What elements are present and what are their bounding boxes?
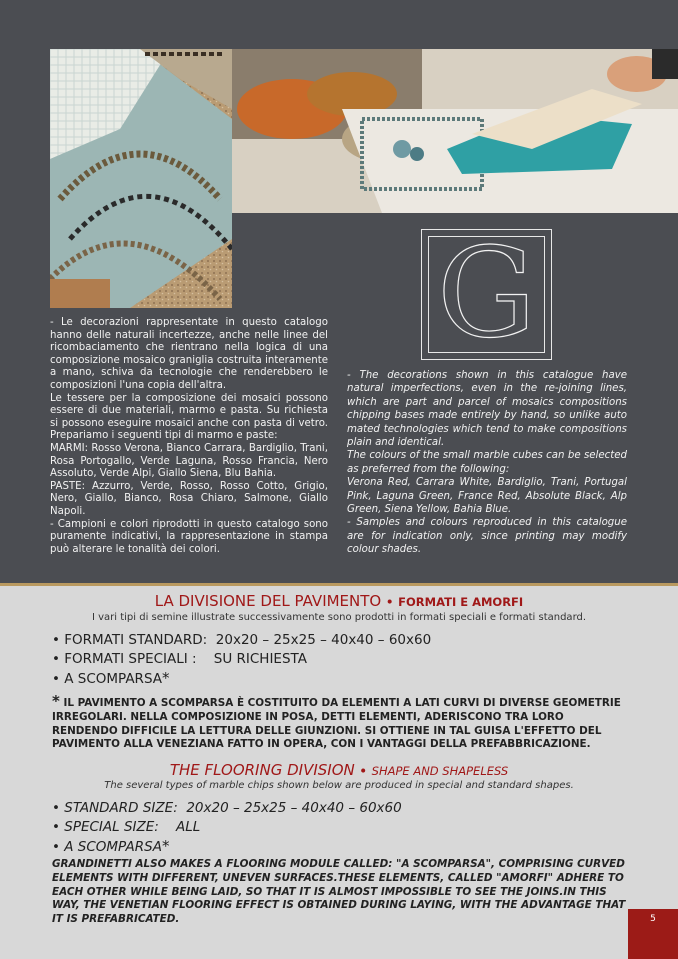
italian-paragraph: - Campioni e colori riprodotti in questo catalogo sono puramente indicativi, la rappresentazione in stampa può alterare le tonalità dei colori. [50,518,328,555]
english-format-scomparsa [52,837,402,857]
italian-format-scomparsa [52,669,431,689]
italian-description [50,317,328,556]
italian-section-title [0,592,678,610]
english-paragraph: Verona Red, Carrara White, Bardiglio, Trani, Portugal Pink, Laguna Green, France Red, Absolute Black, Alp Green, Siena Yellow, Bahia Blue. [347,477,627,516]
decorative-initial-letter: G [436,222,537,366]
english-section-title [0,761,678,779]
english-title-separator: • [359,764,367,778]
italian-title-subtitle: FORMATI E AMORFI [398,595,524,609]
english-scomparsa-label: • A SCOMPARSA [52,839,162,855]
italian-section-intro: I vari tipi di semine illustrate successivamente sono prodotti in formati speciali e formati standard. [91,612,587,623]
italian-format-standard: • FORMATI STANDARD: 20x20 – 25x25 – 40x40 – 60x60 [52,632,432,648]
decorative-initial-frame [421,222,552,366]
mosaic-samples-photo [50,49,232,308]
english-scomparsa-note: GRANDINETTI ALSO MAKES A FLOORING MODULE CALLED: "A SCOMPARSA", COMPRISING CURVED ELEMENTS WITH DIFFERENT, UNEVEN SURFACES.THESE ELEMENTS, CALLED "AMORFI" ADHERE TO EACH OTHER WHILE BEING LAID, SO THAT IT IS ALMOST IMPOSSIBLE TO SEE THE JOINS.IN THIS WAY, THE VENETIAN FLOORING EFFECT IS OBTAINED DURING LAYING, WITH THE ADVANTAGE THAT IT IS PREFABRICATED. [52,858,626,926]
english-description [347,369,627,557]
english-scomparsa-asterisk: * [161,837,170,855]
english-title-main: THE FLOORING DIVISION [169,761,355,779]
italian-note-text: IL PAVIMENTO A SCOMPARSA È COSTITUITO DA ELEMENTI A LATI CURVI DI DIVERSE GEOMETRIE IRREGOLARI. NELLA COMPOSIZIONE IN POSA, DETTI ELEMENTI, ADERISCONO TRA LORO RENDENDO DIFFICILE LA LETTURA DELLE GIUNZIONI. SI OTTIENE IN TAL GUISA L'EFFETTO DEL PAVIMENTO ALLA VENEZIANA FATTO IN OPERA, CON I VANTAGGI DELLA PREFABBRICAZIONE. [52,697,621,751]
italian-paragraph: MARMI: Rosso Verona, Bianco Carrara, Bardiglio, Trani, Rosa Portogallo, Verde Laguna, Rosso Francia, Nero Assoluto, Verde Alpi, Giallo Siena, Blu Bahia. [50,442,328,480]
italian-note-asterisk: * [52,692,60,710]
english-paragraph: The colours of the small marble cubes can be selected as preferred from the following: [347,450,627,475]
italian-scomparsa-label: • A SCOMPARSA [52,671,162,687]
english-paragraph: - The decorations shown in this catalogue have natural imperfections, even in the re-joining lines, which are part and parcel of mosaics compositions chipping bases made entirely by hand, so unlike auto mated technologies which tend to make compositions plain and identical. [347,370,627,449]
english-format-standard: • STANDARD SIZE: 20x20 – 25x25 – 40x40 – 60x60 [52,800,402,816]
italian-scomparsa-note [52,692,628,752]
italian-scomparsa-asterisk: * [162,669,170,687]
italian-paragraph: PASTE: Azzurro, Verde, Rosso, Rosso Cotto, Grigio, Nero, Giallo, Bianco, Rosa Chiaro, Salmone, Giallo Napoli. [50,480,328,517]
page-number: 5 [628,909,678,959]
mosaic-samples-illustration [50,49,232,308]
italian-format-special: • FORMATI SPECIALI : SU RICHIESTA [52,651,307,667]
english-format-special: • SPECIAL SIZE: ALL [52,819,201,835]
english-section-intro: The several types of marble chips shown below are produced in special and standard shapes. [104,780,574,791]
english-formats-list [52,799,402,857]
english-paragraph: - Samples and colours reproduced in this catalogue are for indication only, since printing may modify colour shades. [347,517,627,556]
italian-paragraph: Le tessere per la composizione dei mosaici possono essere di due materiali, marmo e pasta. Su richiesta si possono eseguire mosaici anche con pasta di vetro. Prepariamo i seguenti tipi di marmo e paste: [50,392,328,442]
italian-title-main: LA DIVISIONE DEL PAVIMENTO [154,592,382,610]
workshop-illustration [232,49,678,213]
italian-title-separator: • [386,595,394,609]
italian-paragraph: - Le decorazioni rappresentate in questo catalogo hanno delle naturali incertezze, anche nelle linee del ricombaciamento che rientrano nella logica di una composizione mosaico graniglia costruita interamente a mano, schiva da tecnologie che renderebbero le composizioni l'una copia dell'altra. [50,317,328,391]
italian-formats-list [52,631,431,689]
workshop-photo [232,49,678,213]
english-title-subtitle: SHAPE AND SHAPELESS [371,764,509,778]
